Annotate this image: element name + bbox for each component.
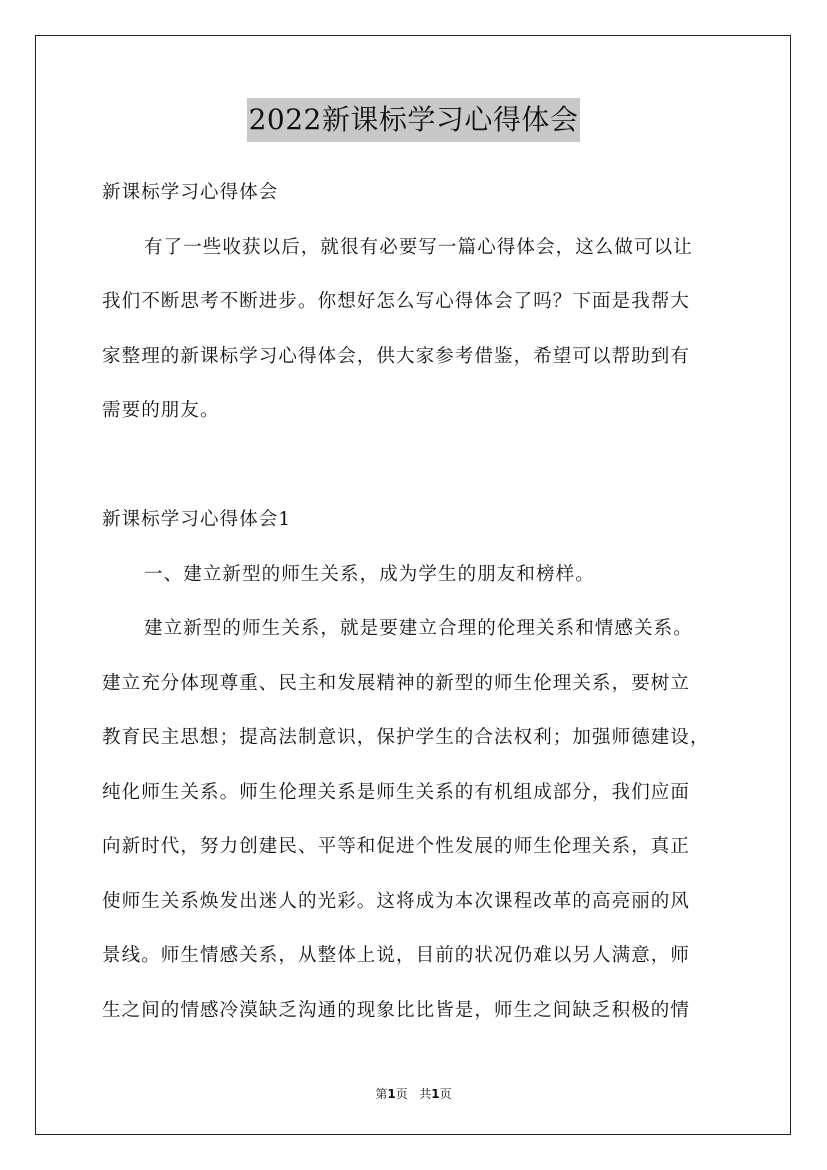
paragraph-spacer [102, 448, 726, 503]
body-line: 生之间的情感冷漠缺乏沟通的现象比比皆是，师生之间缺乏积极的情 [102, 999, 691, 1021]
intro-line: 我们不断思考不断进步。你想好怎么写心得体会了吗？下面是我帮大 [102, 291, 691, 312]
document-title: 2022新课标学习心得体会 [247, 98, 581, 142]
section-heading: 新课标学习心得体会1 [102, 509, 292, 530]
footer-page-total: 1 [431, 1087, 440, 1101]
footer-page-mid: 页 [395, 1087, 408, 1101]
intro-line: 有了一些收获以后，就很有必要写一篇心得体会，这么做可以让 [144, 236, 693, 258]
footer-page-prefix: 第 [375, 1087, 388, 1101]
document-body [102, 175, 726, 1047]
footer-total-prefix: 共 [419, 1087, 432, 1101]
body-line: 建立充分体现尊重、民主和发展精神的新型的师生伦理关系，要树立 [102, 672, 691, 694]
page-footer [0, 1085, 827, 1102]
footer-page-current: 1 [387, 1087, 396, 1101]
point-heading: 一、建立新型的师生关系，成为学生的朋友和榜样。 [144, 563, 595, 585]
footer-total-suffix: 页 [439, 1087, 452, 1101]
body-line: 纯化师生关系。师生伦理关系是师生关系的有机组成部分，我们应面 [102, 781, 691, 803]
body-line: 使师生关系焕发出迷人的光彩。这将成为本次课程改革的高亮丽的风 [102, 890, 691, 912]
body-line: 向新时代，努力创建民、平等和促进个性发展的师生伦理关系，真正 [102, 836, 691, 857]
body-line: 景线。师生情感关系，从整体上说，目前的状况仍难以另人满意，师 [102, 945, 691, 966]
document-title-wrapper [0, 98, 827, 142]
document-subtitle: 新课标学习心得体会 [102, 182, 279, 203]
intro-line: 需要的朋友。 [102, 400, 220, 421]
body-line: 教育民主思想；提高法制意识，保护学生的合法权利；加强师德建设， [102, 727, 710, 748]
body-line: 建立新型的师生关系，就是要建立合理的伦理关系和情感关系。 [144, 618, 693, 639]
intro-line: 家整理的新课标学习心得体会，供大家参考借鉴，希望可以帮助到有 [102, 345, 691, 367]
